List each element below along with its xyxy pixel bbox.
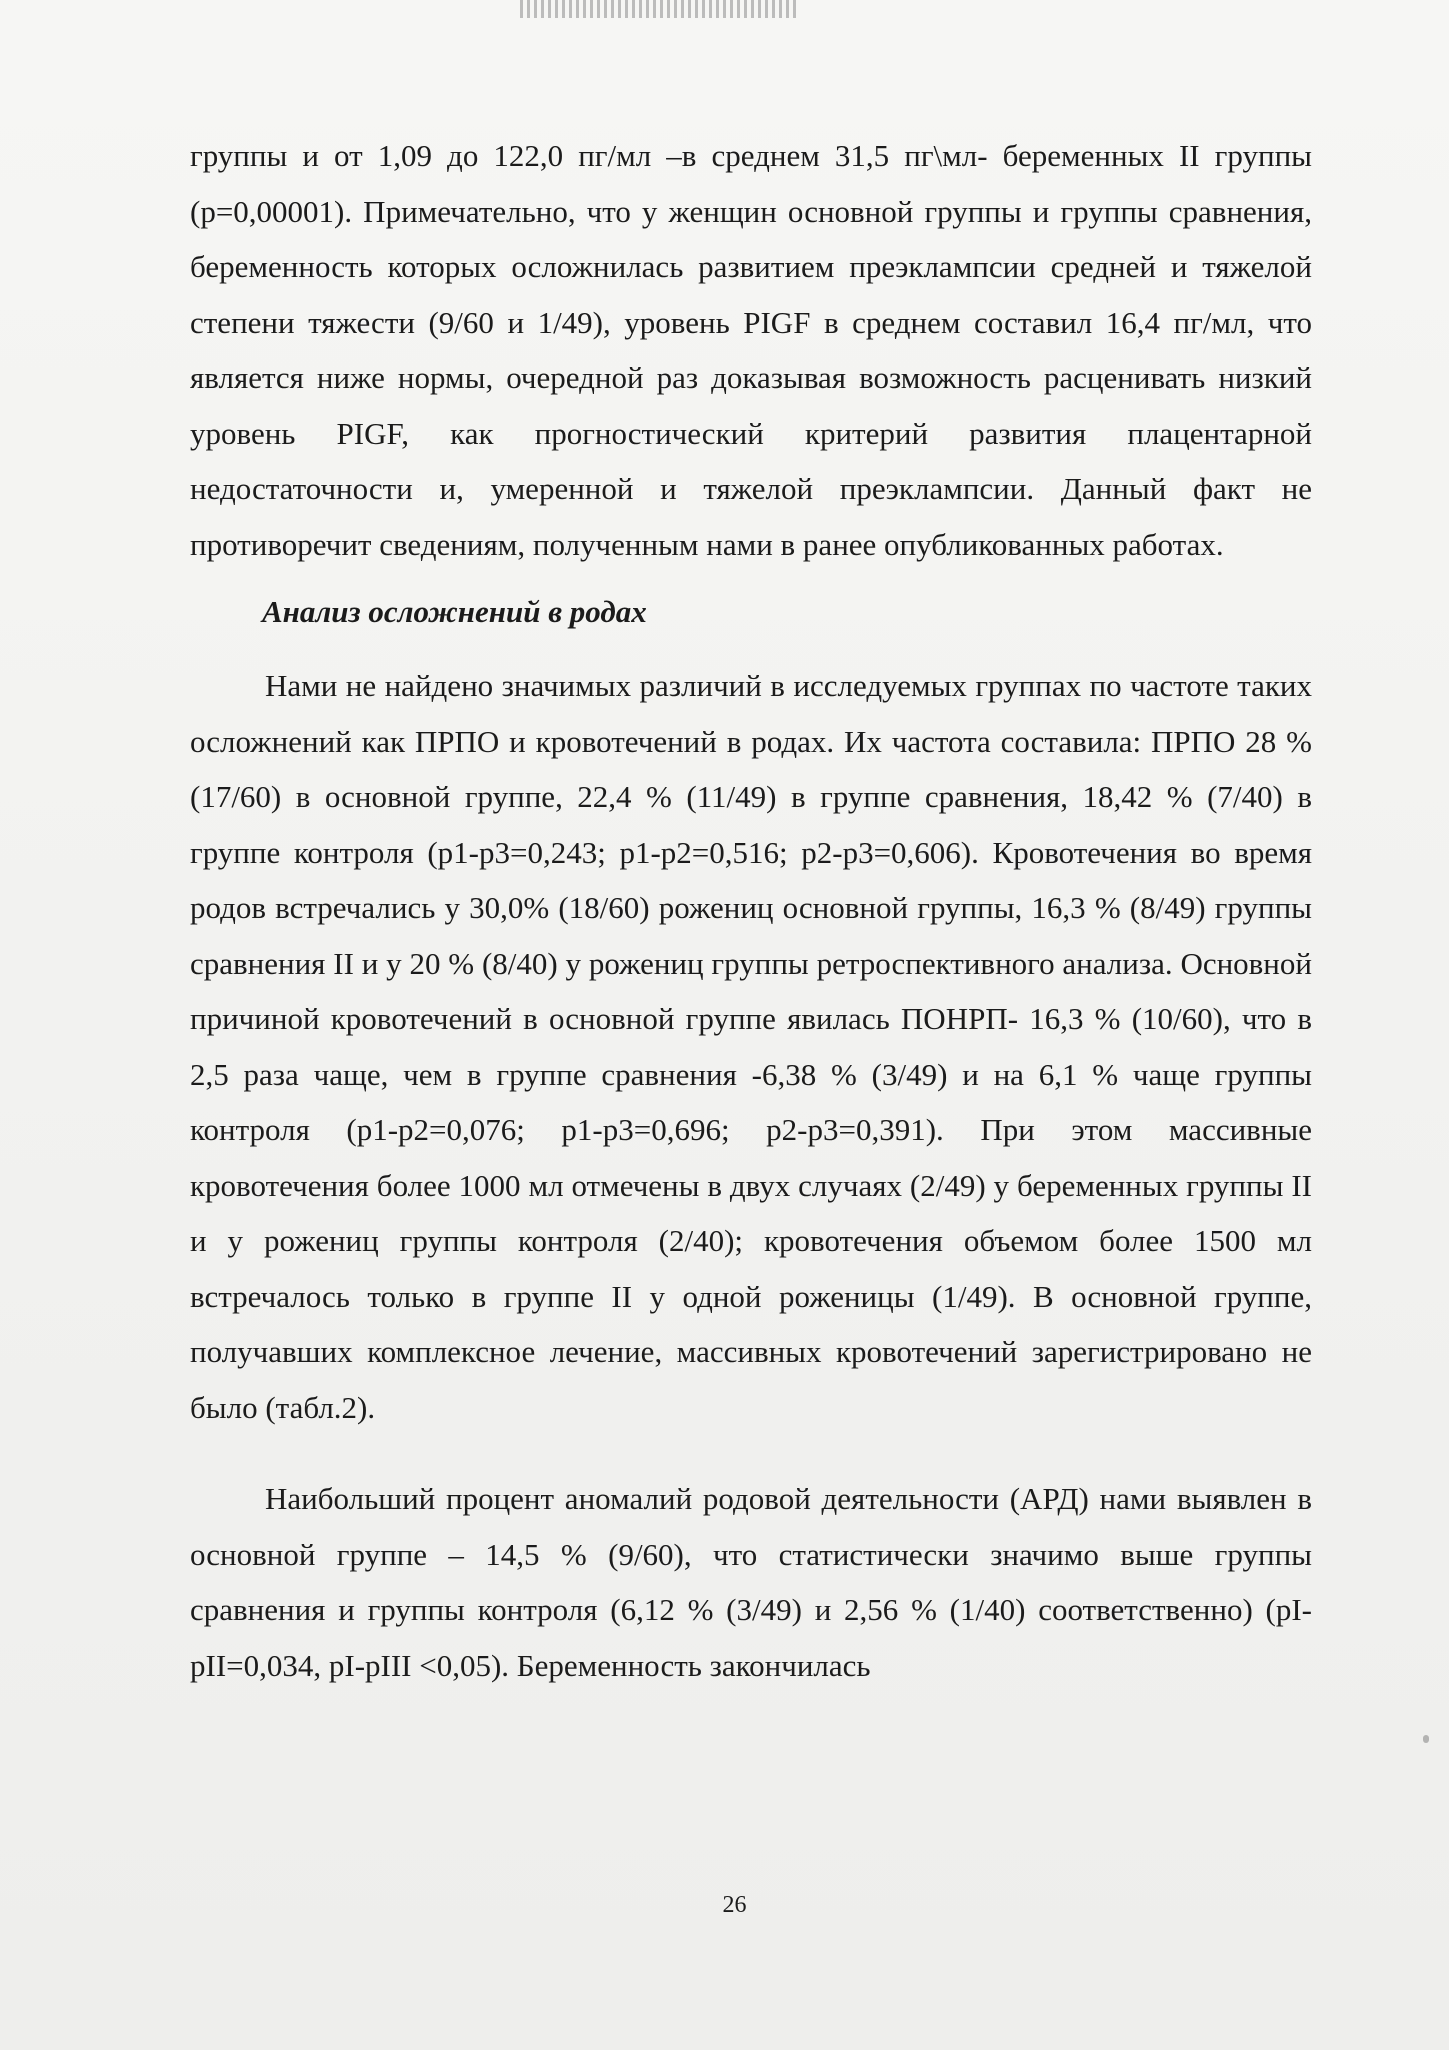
section-heading: Анализ осложнений в родах [262, 594, 647, 629]
scan-artifact [520, 0, 800, 18]
paragraph-1: группы и от 1,09 до 122,0 пг/мл –в среднем 31,5 пг\мл- беременных II группы (р=0,00001). Примечательно, что у женщин основной группы и группы сравнения, беременность которых осложнилась развитием преэклампсии средней и тяжелой степени тяжести (9/60 и 1/49), уровень PIGF в среднем составил 16,4 пг/мл, что является ниже нормы, очередной раз доказывая возможность расценивать низкий уровень PIGF, как прогностический критерий развития плацентарной недостаточности и, умеренной и тяжелой преэклампсии. Данный факт не противоречит сведениям, полученным нами в ранее опубликованных работах. [190, 138, 1312, 562]
page-number: 26 [722, 1892, 747, 1918]
paragraph-2: Нами не найдено значимых различий в исследуемых группах по частоте таких осложнений как ПРПО и кровотечений в родах. Их частота составила: ПРПО 28 % (17/60) в основной группе, 22,4 % (11/49) в группе сравнения, 18,42 % (7/40) в группе контроля (р1-р3=0,243; р1-р2=0,516; р2-р3=0,606). Кровотечения во время родов встречались у 30,0% (18/60) рожениц основной группы, 16,3 % (8/49) группы сравнения II и у 20 % (8/40) у рожениц группы ретроспективного анализа. Основной причиной кровотечений в основной группе явилась ПОНРП- 16,3 % (10/60), что в 2,5 раза чаще, чем в группе сравнения -6,38 % (3/49) и на 6,1 % чаще группы контроля (р1-р2=0,076; р1-р3=0,696; р2-р3=0,391). При этом массивные кровотечения более 1000 мл отмечены в двух случаях (2/49) у беременных группы II и у рожениц группы контроля (2/40); кровотечения объемом более 1500 мл встречалось только в группе II у одной роженицы (1/49). В основной группе, получавших комплексное лечение, массивных кровотечений зарегистрировано не было (табл.2). [190, 668, 1312, 1425]
paragraph-3: Наибольший процент аномалий родовой деятельности (АРД) нами выявлен в основной группе – 14,5 % (9/60), что статистически значимо выше группы сравнения и группы контроля (6,12 % (3/49) и 2,56 % (1/40) соответственно) (рI-рII=0,034, рI-рIII <0,05). Беременность закончилась [190, 1481, 1312, 1683]
scan-edge-mark [1423, 1735, 1429, 1743]
body-text [190, 128, 1312, 1693]
